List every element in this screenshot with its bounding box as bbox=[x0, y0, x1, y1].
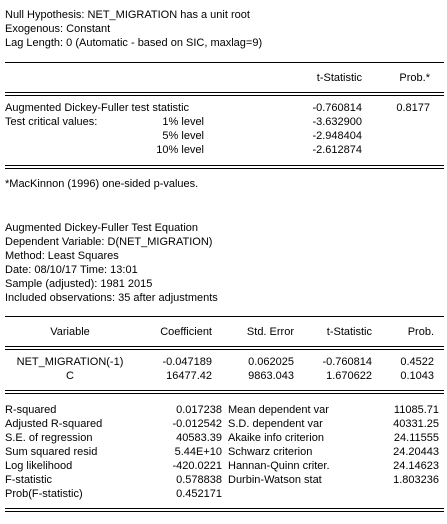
lag-length: Lag Length: 0 (Automatic - based on SIC, maxlag=9) bbox=[5, 37, 263, 49]
stat-value: 24.20443 bbox=[393, 446, 439, 458]
stat-label: Hannan-Quinn criter. bbox=[228, 460, 330, 472]
coef-coefficient: -0.047189 bbox=[162, 356, 212, 368]
stat-value: 11085.71 bbox=[393, 404, 439, 416]
stat-label: Adjusted R-squared bbox=[5, 418, 103, 430]
stat-label: S.D. dependent var bbox=[228, 418, 323, 430]
divider bbox=[5, 511, 444, 512]
coef-prob: 0.4522 bbox=[400, 356, 434, 368]
col-header-tstat: t-Statistic bbox=[316, 72, 362, 84]
stat-label: Mean dependent var bbox=[228, 404, 329, 416]
stat-value: 40583.39 bbox=[176, 432, 222, 444]
divider bbox=[5, 62, 444, 63]
divider bbox=[5, 349, 444, 350]
divider bbox=[5, 92, 444, 93]
exogenous: Exogenous: Constant bbox=[5, 23, 111, 35]
coef-tstatistic: 1.670622 bbox=[326, 370, 372, 382]
stat-label: Durbin-Watson stat bbox=[228, 474, 322, 486]
coef-variable: C bbox=[66, 370, 74, 382]
stat-value: -0.012542 bbox=[172, 418, 222, 430]
critical-level: 10% level bbox=[156, 144, 204, 156]
divider bbox=[5, 346, 444, 347]
col-header-tstatistic: t-Statistic bbox=[326, 326, 372, 338]
col-header-prob: Prob.* bbox=[399, 72, 430, 84]
stat-label: R-squared bbox=[5, 404, 57, 416]
divider bbox=[5, 508, 444, 509]
coef-coefficient: 16477.42 bbox=[166, 370, 212, 382]
stat-value: 24.11555 bbox=[393, 432, 439, 444]
col-header-prob: Prob. bbox=[407, 326, 434, 338]
col-header-variable: Variable bbox=[50, 326, 90, 338]
coef-prob: 0.1043 bbox=[400, 370, 434, 382]
dependent-variable: Dependent Variable: D(NET_MIGRATION) bbox=[5, 236, 213, 248]
stat-label: Log likelihood bbox=[5, 460, 73, 472]
sample: Sample (adjusted): 1981 2015 bbox=[5, 278, 153, 290]
critical-value: -3.632900 bbox=[312, 116, 362, 128]
divider bbox=[5, 390, 444, 391]
stat-label: Sum squared resid bbox=[5, 446, 98, 458]
stat-value: 40331.25 bbox=[393, 418, 439, 430]
method: Method: Least Squares bbox=[5, 250, 119, 262]
coef-std-error: 0.062025 bbox=[248, 356, 294, 368]
equation-title: Augmented Dickey-Fuller Test Equation bbox=[5, 222, 199, 234]
adf-tstat-value: -0.760814 bbox=[312, 102, 362, 114]
coef-tstatistic: -0.760814 bbox=[322, 356, 372, 368]
null-hypothesis: Null Hypothesis: NET_MIGRATION has a unit root bbox=[5, 9, 250, 21]
divider bbox=[5, 168, 444, 169]
stat-label: S.E. of regression bbox=[5, 432, 93, 444]
critical-value: -2.612874 bbox=[312, 144, 362, 156]
divider bbox=[5, 316, 444, 317]
divider bbox=[5, 95, 444, 96]
coef-variable: NET_MIGRATION(-1) bbox=[16, 356, 124, 368]
stat-value: 5.44E+10 bbox=[174, 446, 222, 458]
coef-std-error: 9863.043 bbox=[248, 370, 294, 382]
stat-value: -420.0221 bbox=[172, 460, 222, 472]
stat-value: 24.14623 bbox=[393, 460, 439, 472]
critical-level: 5% level bbox=[162, 130, 204, 142]
stat-value: 1.803236 bbox=[393, 474, 439, 486]
stat-label: Schwarz criterion bbox=[228, 446, 313, 458]
col-header-std-error: Std. Error bbox=[246, 326, 294, 338]
critical-level: 1% level bbox=[162, 116, 204, 128]
observations: Included observations: 35 after adjustments bbox=[5, 292, 218, 304]
stat-label: Akaike info criterion bbox=[228, 432, 324, 444]
footnote: *MacKinnon (1996) one-sided p-values. bbox=[5, 178, 199, 190]
critical-values-label: Test critical values: bbox=[5, 116, 98, 128]
divider bbox=[5, 165, 444, 166]
adf-prob-value: 0.8177 bbox=[396, 102, 430, 114]
date-time: Date: 08/10/17 Time: 13:01 bbox=[5, 264, 138, 276]
col-header-coefficient: Coefficient bbox=[160, 326, 212, 338]
stat-label: Prob(F-statistic) bbox=[5, 488, 83, 500]
stat-label: F-statistic bbox=[5, 474, 53, 486]
adf-stat-label: Augmented Dickey-Fuller test statistic bbox=[5, 102, 190, 114]
critical-value: -2.948404 bbox=[312, 130, 362, 142]
divider bbox=[5, 393, 444, 394]
stat-value: 0.452171 bbox=[176, 488, 222, 500]
stat-value: 0.578838 bbox=[176, 474, 222, 486]
stat-value: 0.017238 bbox=[176, 404, 222, 416]
